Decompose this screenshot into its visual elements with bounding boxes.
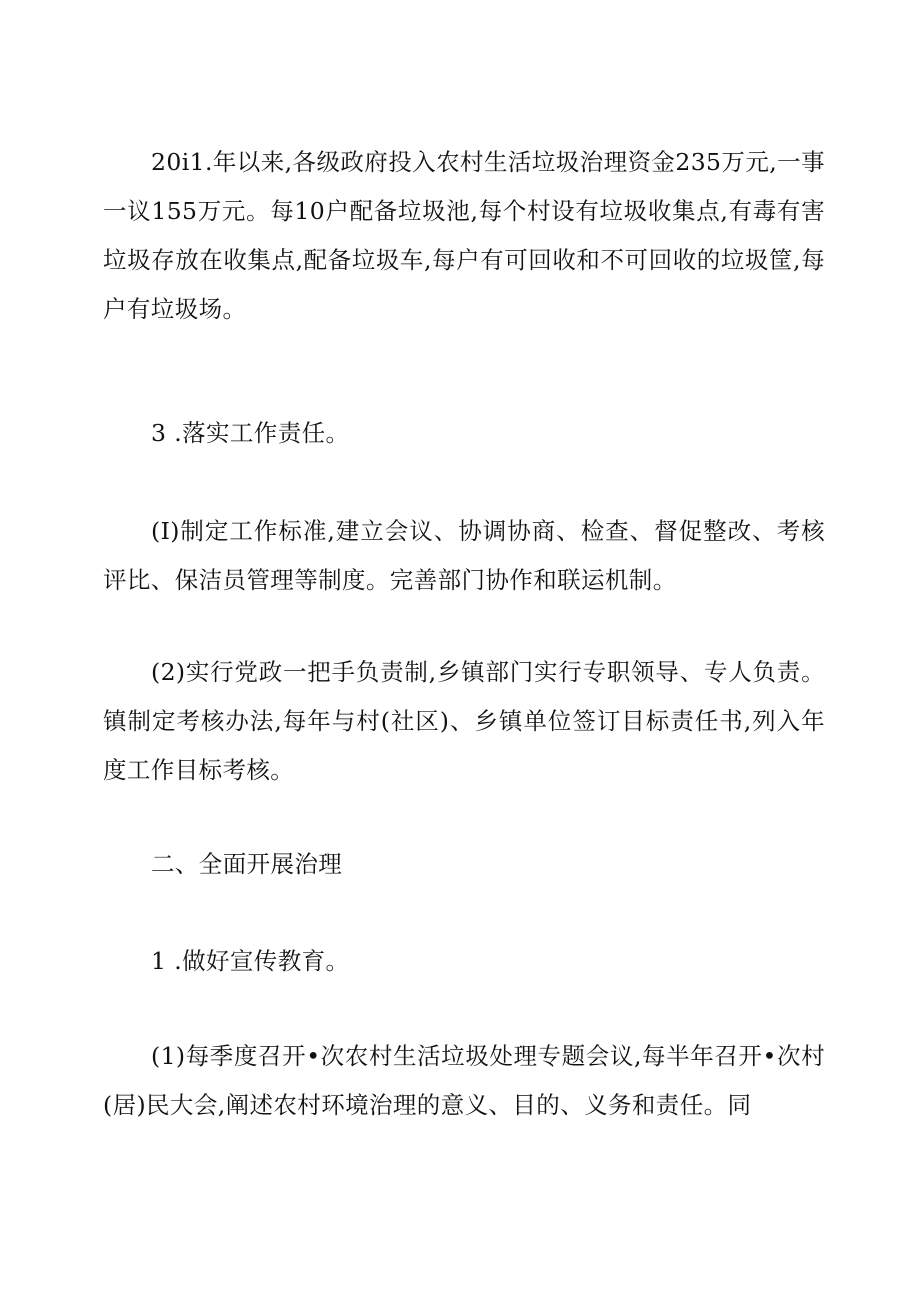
heading-publicity-education: 1 .做好宣传教育。 — [151, 947, 350, 975]
paragraph-work-standards: (I)制定工作标准,建立会议、协调协商、检查、督促整改、考核评比、保洁员管理等制度。完善部门协作和联运机制。 — [103, 517, 825, 594]
heading-comprehensive-governance: 二、全面开展治理 — [151, 850, 343, 878]
paragraph-leadership-responsibility: (2)实行党政一把手负责制,乡镇部门实行专职领导、专人负责。镇制定考核办法,每年与村(社区)、乡镇单位签订目标责任书,列入年度工作目标考核。 — [103, 658, 825, 784]
paragraph-quarterly-meetings: (1)每季度召开•次农村生活垃圾处理专题会议,每半年召开•次村(居)民大会,阐述农村环境治理的意义、目的、义务和责任。同 — [103, 1042, 825, 1119]
heading-implement-responsibility: 3 .落实工作责任。 — [151, 419, 350, 447]
paragraph-funding: 20i1.年以来,各级政府投入农村生活垃圾治理资金235万元,一事一议155万元。每10户配备垃圾池,每个村设有垃圾收集点,有毒有害垃圾存放在收集点,配备垃圾车,每户有可回收和不可回收的垃圾筐,每户有垃圾场。 — [103, 148, 825, 323]
